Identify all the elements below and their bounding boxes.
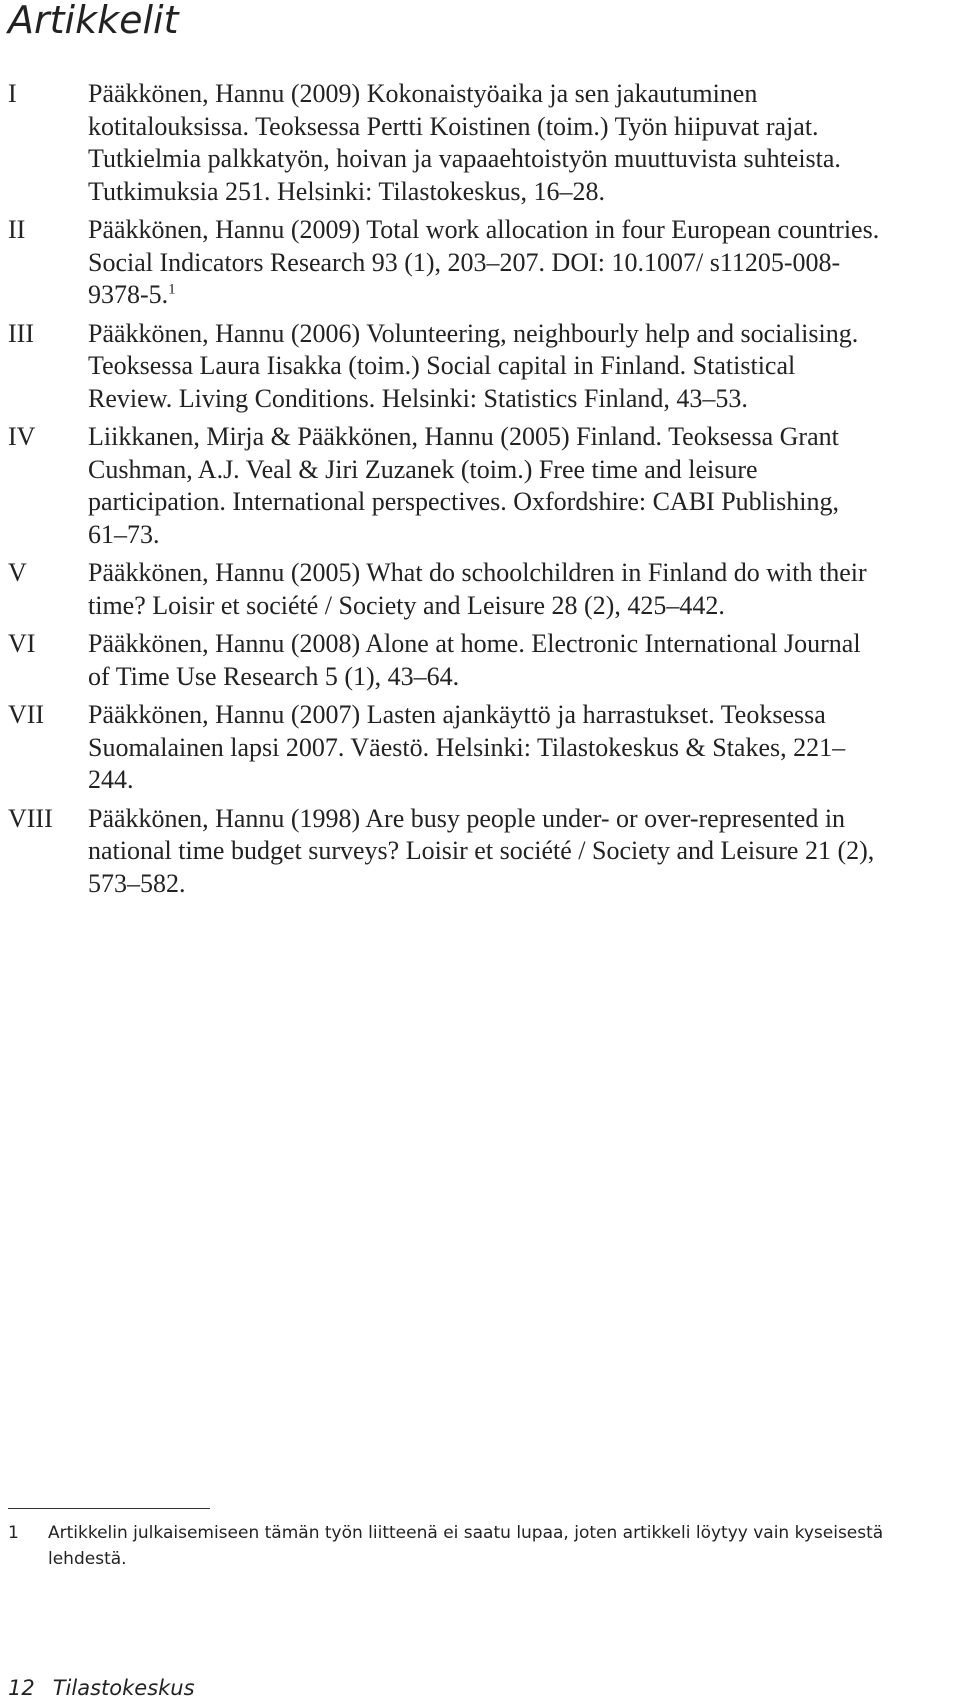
article-item — [0, 214, 960, 312]
article-citation — [88, 214, 883, 312]
article-number: VI — [8, 629, 36, 658]
article-item — [0, 699, 960, 797]
article-item — [0, 421, 960, 551]
article-item — [0, 557, 960, 622]
article-number: VIII — [8, 803, 53, 833]
article-citation-text: Pääkkönen, Hannu (2008) Alone at home. Electronic International Journal of Time Use Research 5 (1), 43–64. — [88, 629, 861, 691]
page-footer — [8, 1674, 195, 1702]
article-citation — [88, 421, 883, 551]
article-citation-text: Liikkanen, Mirja & Pääkkönen, Hannu (2005) Finland. Teoksessa Grant Cushman, A.J. Veal & Jiri Zuzanek (toim.) Free time and leisure participation. International perspectives. Oxfordshire: CABI Publishing, 61–73. — [88, 422, 839, 549]
article-citation — [88, 78, 883, 208]
article-citation — [88, 803, 883, 901]
page-number: 12 — [8, 1676, 35, 1700]
article-item — [0, 628, 960, 693]
article-citation — [88, 699, 883, 797]
article-number: V — [8, 558, 27, 587]
article-number: III — [8, 318, 34, 348]
footnote — [0, 1520, 960, 1572]
article-citation-text: Pääkkönen, Hannu (1998) Are busy people under- or over-represented in national time budget surveys? Loisir et société / Society and Leisure 21 (2), 573–582. — [88, 803, 875, 898]
article-number: II — [8, 215, 26, 244]
article-citation-text: Pääkkönen, Hannu (2005) What do schoolchildren in Finland do with their time? Loisir et société / Society and Leisure 28 (2), 425–442. — [88, 558, 867, 620]
footnote-divider — [8, 1508, 210, 1509]
footnote-text: Artikkelin julkaisemiseen tämän työn liitteenä ei saatu lupaa, joten artikkeli löytyy vain kyseisestä lehdestä. — [48, 1523, 884, 1569]
article-number: IV — [8, 422, 36, 451]
article-number: I — [8, 79, 17, 108]
article-number: VII — [8, 700, 45, 729]
article-citation — [88, 557, 883, 622]
article-list — [0, 78, 960, 906]
article-item — [0, 318, 960, 416]
article-item — [0, 803, 960, 901]
article-citation-text: Pääkkönen, Hannu (2009) Kokonaistyöaika ja sen jakautuminen kotitalouksissa. Teoksessa Pertti Koistinen (toim.) Työn hiipuvat rajat. Tutkielmia palkkatyön, hoivan ja vapaaehtoistyön muuttuvista suhteista. Tutkimuksia 251. Helsinki: Tilastokeskus, 16–28. — [88, 79, 841, 206]
article-citation — [88, 318, 883, 416]
article-item — [0, 78, 960, 208]
footnote-reference[interactable]: 1 — [168, 281, 176, 298]
footnote-number: 1 — [8, 1523, 19, 1543]
article-citation-text: Pääkkönen, Hannu (2006) Volunteering, neighbourly help and socialising. Teoksessa Laura Iisakka (toim.) Social capital in Finland. Statistical Review. Living Conditions. Helsinki: Statistics Finland, 43–53. — [88, 318, 859, 413]
article-citation — [88, 628, 883, 693]
article-citation-text: Pääkkönen, Hannu (2007) Lasten ajankäyttö ja harrastukset. Teoksessa Suomalainen lapsi 2007. Väestö. Helsinki: Tilastokeskus & Stakes, 221–244. — [88, 700, 846, 794]
publisher-name: Tilastokeskus — [52, 1676, 195, 1700]
article-citation-text: Pääkkönen, Hannu (2009) Total work allocation in four European countries. Social Indicators Research 93 (1), 203–207. DOI: 10.1007/ s11205-008-9378-5. — [88, 215, 880, 309]
page-title: Artikkelit — [8, 0, 179, 42]
